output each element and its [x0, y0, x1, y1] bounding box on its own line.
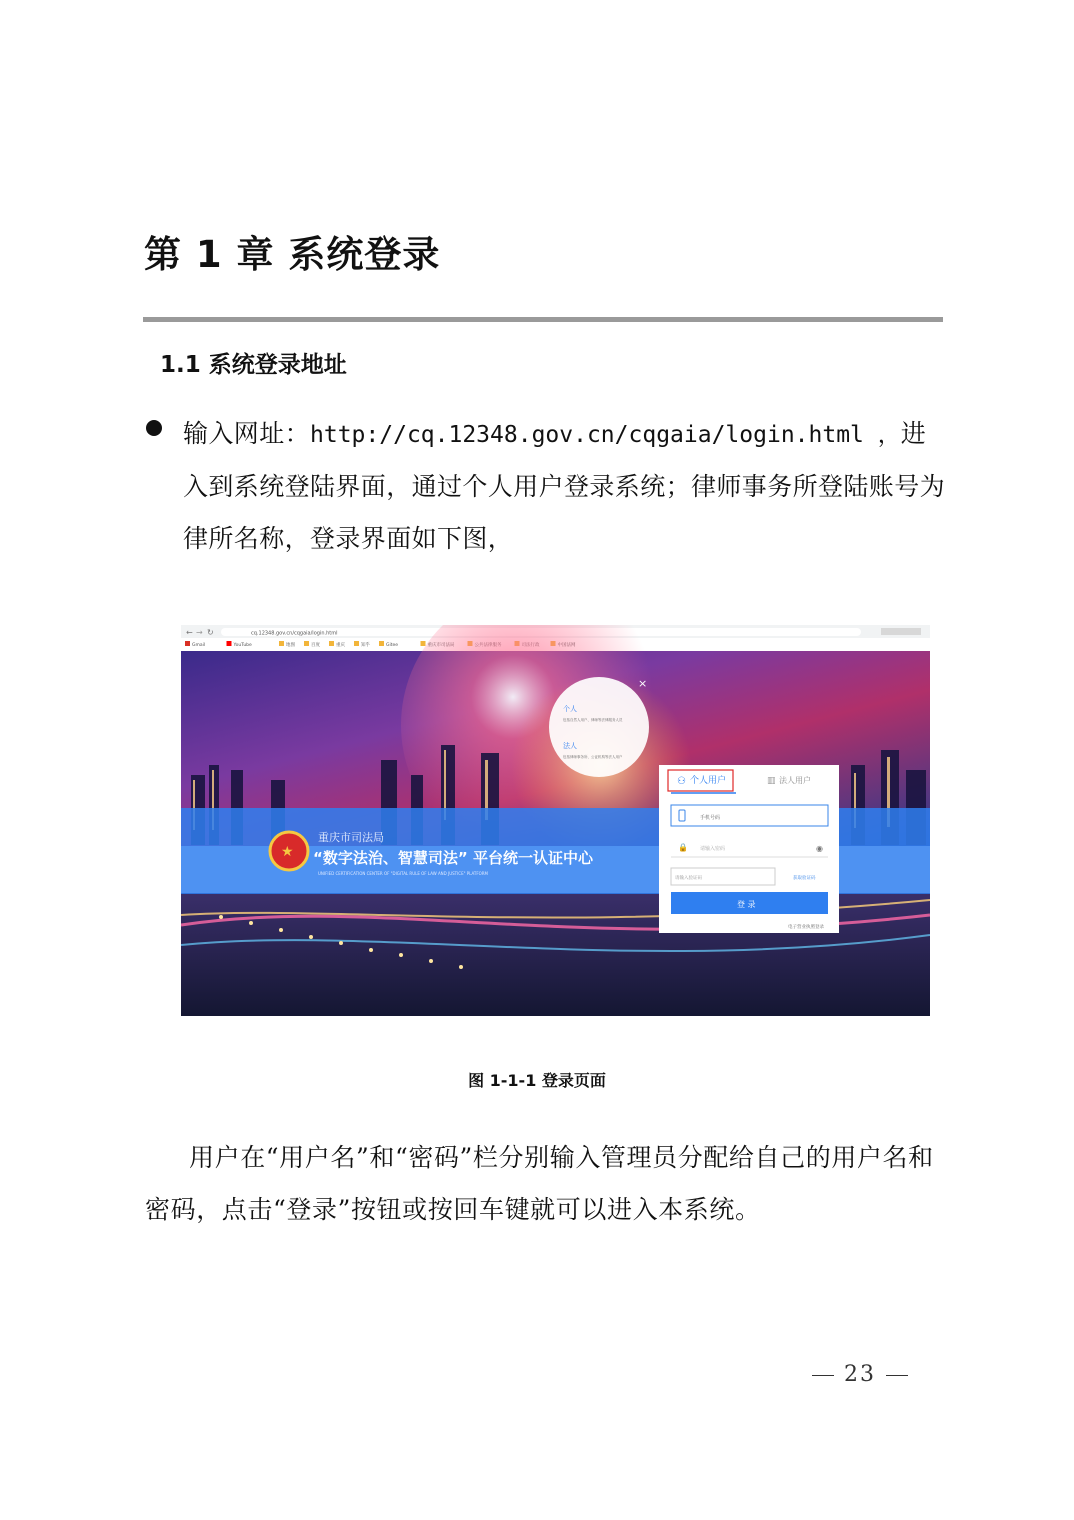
browser-reload-icon: ↻ [207, 628, 214, 637]
building-icon: ▥ [767, 776, 776, 786]
browser-forward-icon: → [196, 628, 203, 637]
page-number [790, 1362, 930, 1387]
bookmark-item[interactable]: Gitee [386, 643, 399, 648]
tooltip-personal-heading: 个人 [563, 705, 577, 713]
browser-back-icon: ← [186, 628, 193, 637]
browser-address-text: cq.12348.gov.cn/cqgaia/login.html [251, 630, 338, 637]
tab-personal-label: 个人用户 [690, 776, 727, 786]
login-url-link[interactable]: http://cq.12348.gov.cn/cqgaia/login.html ， [310, 422, 901, 448]
figure-caption: 图 1-1-1 登录页面 [468, 1071, 606, 1090]
bookmark-item[interactable]: 知乎 [361, 643, 370, 648]
password-input [671, 836, 828, 857]
login-page-screenshot [181, 625, 930, 1016]
bookmark-item[interactable]: 百度 [311, 643, 320, 648]
bookmark-icon [227, 641, 232, 646]
login-button-label: 登 录 [737, 900, 756, 909]
banner-org: 重庆市司法局 [318, 831, 384, 844]
bookmark-icon [304, 641, 309, 646]
bullet-paragraph [183, 408, 945, 565]
captcha-placeholder: 请输入验证码 [675, 876, 702, 881]
bookmark-item[interactable]: YouTube [233, 643, 252, 648]
footer-link: 电子营业执照登录 [788, 925, 824, 930]
bookmark-icon [379, 641, 384, 646]
tooltip-personal-text: 包括自然人用户、律师等法律服务人员 [563, 718, 623, 722]
bullet-text: 进入到系统登陆界面，通过个人用户登录系统；律师事务所登陆账号为律所名称，登录界面如下图， [183, 419, 946, 553]
chapter-title: 第 1 章 系统登录 [144, 233, 441, 276]
close-icon[interactable]: × [638, 677, 648, 690]
bookmark-icon [185, 641, 190, 646]
chapter-divider [143, 317, 943, 322]
bookmark-item[interactable]: Gmail [192, 643, 206, 648]
emblem-star: ★ [281, 844, 294, 860]
bookmark-icon [354, 641, 359, 646]
eye-icon: ◉ [816, 844, 823, 853]
body-paragraph: 用户在“用户名”和“密码”栏分别输入管理员分配给自己的用户名和密码，点击“登录”按钮或按回车键就可以进入本系统。 [145, 1143, 934, 1224]
banner-title: “数字法治、智慧司法” 平台统一认证中心 [313, 849, 593, 867]
bookmark-item[interactable]: 地图 [286, 643, 295, 648]
bookmark-item[interactable]: 重庆 [336, 643, 345, 648]
password-placeholder: 请输入密码 [700, 846, 726, 852]
bookmark-icon [279, 641, 284, 646]
tab-legal-label: 法人用户 [779, 776, 811, 785]
bookmark-icon [329, 641, 334, 646]
page-number-dash [812, 1375, 834, 1376]
browser-menu-icon [881, 628, 921, 635]
section-title: 1.1 系统登录地址 [160, 352, 347, 378]
lock-icon: 🔒 [678, 843, 688, 852]
bullet-icon [146, 420, 162, 436]
user-icon: ⚇ [677, 776, 686, 787]
tooltip-legal-text: 包括律师事务所、公证机构等法人用户 [563, 755, 623, 759]
bullet-prefix: 输入网址： [183, 419, 311, 448]
bookmark-icon [421, 641, 426, 646]
tooltip-legal-heading: 法人 [563, 742, 577, 750]
phone-input [671, 805, 828, 826]
page-number-value: 23 [844, 1362, 876, 1387]
phone-placeholder: 手机号码 [700, 815, 721, 821]
user-type-tooltip [549, 677, 649, 777]
captcha-button: 获取验证码 [793, 876, 816, 881]
banner-subtitle: UNIFIED CERTIFICATION CENTER OF "DIGITAL RULE OF LAW AND JUSTICE" PLATFORM [318, 871, 489, 876]
page-number-dash [886, 1375, 908, 1376]
